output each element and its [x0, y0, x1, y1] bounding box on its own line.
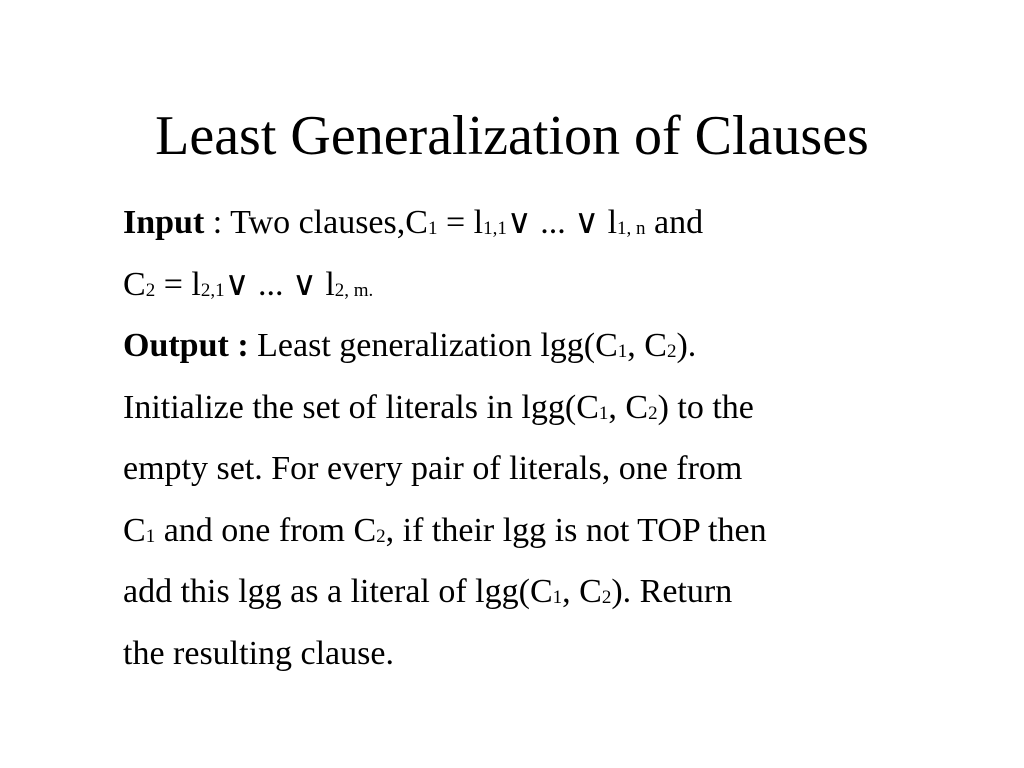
- para-l2: empty set. For every pair of literals, one from: [123, 450, 743, 487]
- c2-line: [123, 254, 943, 316]
- para-l3-b: and one from C: [155, 511, 377, 549]
- input-label: Input: [123, 204, 205, 241]
- output-text-c: ).: [676, 327, 697, 364]
- para-l4-c: ). Return: [611, 573, 733, 610]
- slide-title: Least Generalization of Clauses: [155, 105, 869, 167]
- c1-symbol: C: [405, 204, 428, 241]
- para-line-5: [123, 623, 943, 685]
- para-line-1: [123, 377, 943, 439]
- l21-subscript: 2,1: [200, 279, 225, 301]
- output-line: [123, 315, 943, 377]
- output-label: Output :: [123, 327, 249, 364]
- c2-disjunction: ∨ ... ∨ l: [224, 265, 335, 303]
- c2-subscript: 2: [145, 279, 156, 301]
- input-text: Two clauses,: [230, 204, 406, 241]
- c2-symbol: C: [123, 265, 146, 303]
- output-text-a: Least generalization lgg(C: [257, 327, 618, 364]
- para-line-3: [123, 500, 943, 562]
- slide-body: [123, 192, 943, 684]
- c1-disjunction: ∨ ... ∨ l: [506, 204, 618, 241]
- input-colon: :: [212, 204, 223, 241]
- para-l3-a: C: [123, 511, 146, 549]
- para-l4-sub1: 1: [552, 587, 563, 608]
- para-l3-sub1: 1: [145, 525, 156, 547]
- para-l1-sub1: 1: [598, 402, 609, 424]
- input-line: [123, 192, 943, 254]
- para-l3-c: , if their lgg is not TOP then: [385, 511, 767, 549]
- c1-subscript: 1: [427, 218, 438, 239]
- para-l4-a: add this lgg as a literal of lgg(C: [123, 573, 553, 610]
- para-l1-b: , C: [608, 388, 649, 426]
- para-l4-sub2: 2: [601, 587, 612, 608]
- para-l4-b: , C: [562, 573, 602, 610]
- para-line-2: [123, 438, 943, 500]
- output-sub1: 1: [617, 341, 628, 362]
- para-l1-sub2: 2: [648, 402, 658, 424]
- c2-equals: = l: [155, 265, 201, 303]
- c1-equals: = l: [437, 204, 484, 241]
- para-l1-a: Initialize the set of literals in lgg(C: [123, 388, 599, 426]
- para-line-4: [123, 561, 943, 623]
- l2m-subscript: 2, m.: [334, 279, 374, 301]
- output-sub2: 2: [666, 341, 677, 362]
- input-and: and: [645, 204, 704, 241]
- para-l5: the resulting clause.: [123, 634, 394, 672]
- l1n-subscript: 1, n: [617, 218, 646, 239]
- output-text-b: , C: [627, 327, 667, 364]
- l11-subscript: 1,1: [483, 218, 507, 239]
- para-l1-c: ) to the: [657, 388, 754, 426]
- para-l3-sub2: 2: [376, 525, 386, 547]
